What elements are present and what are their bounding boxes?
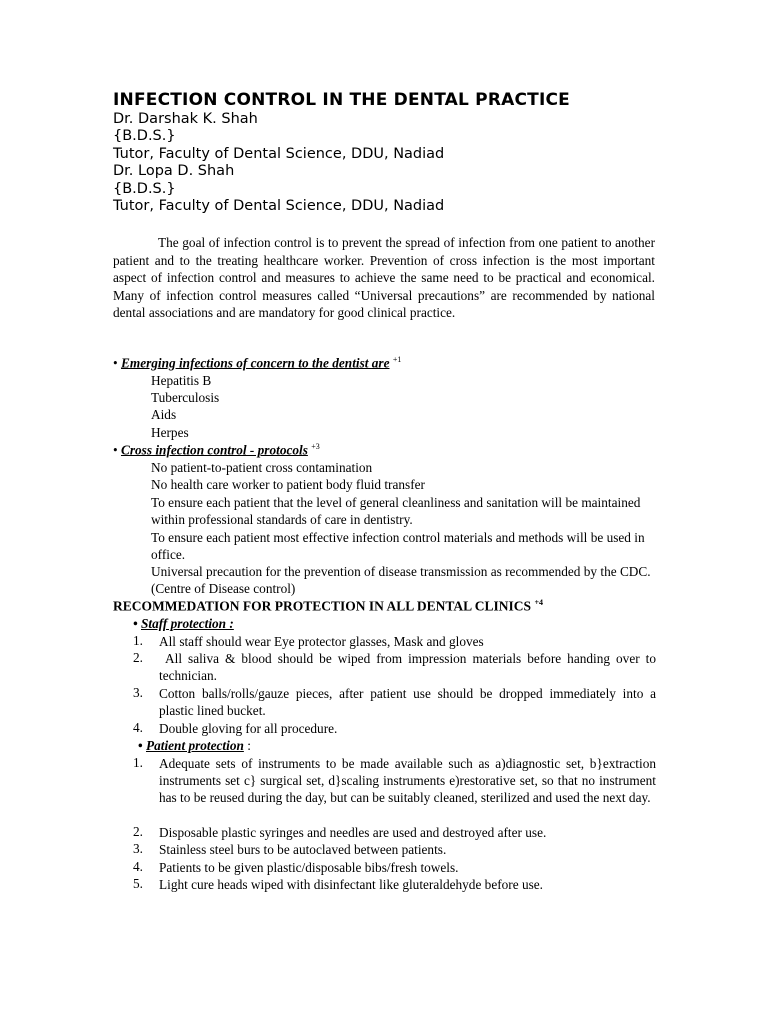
item-number: 4. <box>133 859 143 874</box>
list-item: Cotton balls/rolls/gauze pieces, after patient use should be dropped immediately into a plastic lined bucket. <box>159 686 656 719</box>
author-affiliation: Tutor, Faculty of Dental Science, DDU, Nadiad <box>113 146 445 162</box>
item-number: 2. <box>133 824 143 839</box>
item-number: 2. <box>133 650 143 665</box>
author-name: Dr. Darshak K. Shah <box>113 111 258 127</box>
list-item: All staff should wear Eye protector glasses, Mask and gloves <box>159 634 484 649</box>
item-number: 3. <box>133 685 143 700</box>
author-degree: {B.D.S.} <box>113 181 176 197</box>
bullet-marker: • <box>113 355 118 371</box>
author-affiliation: Tutor, Faculty of Dental Science, DDU, Nadiad <box>113 198 445 214</box>
list-item: Patients to be given plastic/disposable bibs/fresh towels. <box>159 860 459 875</box>
heading-colon: : <box>243 738 251 753</box>
emerging-heading-text: Emerging infections of concern to the dentist are <box>120 355 390 371</box>
list-item: To ensure each patient most effective infection control materials and methods will be used in office. <box>151 530 645 563</box>
author-name: Dr. Lopa D. Shah <box>113 163 235 179</box>
list-item: No patient-to-patient cross contamination <box>151 460 373 475</box>
author-degree: {B.D.S.} <box>113 128 176 144</box>
staff-protection-heading-text: Staff protection : <box>140 616 234 631</box>
list-item: Stainless steel burs to be autoclaved between patients. <box>159 842 447 857</box>
recommendation-heading <box>113 598 543 615</box>
intro-paragraph <box>113 234 655 322</box>
list-item: Light cure heads wiped with disinfectant like gluteraldehyde before use. <box>159 877 543 892</box>
list-item: All saliva & blood should be wiped from impression materials before handing over to technician. <box>159 651 660 684</box>
list-item: Double gloving for all procedure. <box>159 721 338 736</box>
bullet-marker: • <box>133 616 138 631</box>
recommendation-heading-text: RECOMMEDATION FOR PROTECTION IN ALL DENTAL CLINICS <box>113 598 532 614</box>
bullet-marker: • <box>113 442 118 458</box>
reference-marker: +4 <box>534 598 543 607</box>
list-item: Herpes <box>151 425 189 440</box>
document-title: INFECTION CONTROL IN THE DENTAL PRACTICE <box>113 90 570 110</box>
reference-marker: +3 <box>311 442 320 451</box>
list-item: Tuberculosis <box>151 390 220 405</box>
list-item: Adequate sets of instruments to be made available such as a)diagnostic set, b}extraction instruments set c} surgical set, d}scaling instruments e)restorative set, so that no instrument has to be reused during the day, but can be suitably cleaned, sterilized and used the next day. <box>159 756 656 806</box>
list-item: Aids <box>151 407 177 422</box>
reference-marker: +1 <box>392 355 402 364</box>
patient-protection-heading <box>138 738 251 754</box>
emerging-heading <box>113 355 401 371</box>
staff-protection-heading <box>133 616 234 632</box>
item-number: 3. <box>133 841 143 856</box>
list-item: Disposable plastic syringes and needles are used and destroyed after use. <box>159 825 547 840</box>
patient-protection-heading-text: Patient protection <box>145 738 244 753</box>
intro-text: The goal of infection control is to prevent the spread of infection from one patient to another patient and to the treating healthcare worker. Prevention of cross infection is the most important aspect of infection control and measures to achieve the same need to be practical and economical. Many of infection control measures called “Universal precautions” are recommended by national dental associations and are mandatory for good clinical practice. <box>113 235 655 321</box>
item-number: 1. <box>133 633 143 648</box>
cross-infection-heading <box>113 442 320 458</box>
item-number: 4. <box>133 720 143 735</box>
item-number: 1. <box>133 755 143 770</box>
list-item: Hepatitis B <box>151 373 212 388</box>
item-number: 5. <box>133 876 143 891</box>
list-item: No health care worker to patient body fluid transfer <box>151 477 425 492</box>
bullet-marker: • <box>138 738 143 753</box>
cross-infection-heading-text: Cross infection control - protocols <box>120 442 308 458</box>
list-item: To ensure each patient that the level of general cleanliness and sanitation will be maintained within professional standards of care in dentistry. <box>151 495 641 528</box>
list-item: Universal precaution for the prevention of disease transmission as recommended by the CDC.(Centre of Disease control) <box>151 564 651 597</box>
